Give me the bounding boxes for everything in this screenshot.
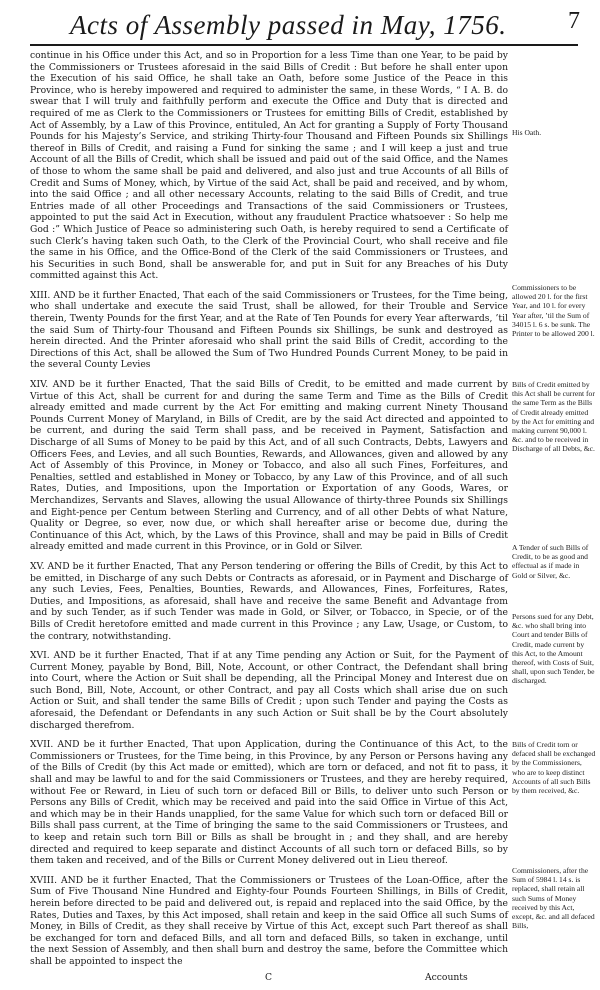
paragraph-section-xiii: XIII. AND be it further Enacted, That each of the said Commissioners or Trustees, for the Time being, who shall undertake and execute the said Trust, shall be allowed, for their Trouble and Service therein, Twenty Pounds for the first Year, and at the Rate of Ten Pounds for every Year afterwards, ’til the said Sum of Thirty-four Thousand and Fifteen Pounds six Shillings, be sunk and destroyed as herein directed. And the Printer aforesaid who shall print the said Bills of Credit, according to the Directions of this Act, shall be allowed the Sum of Two Hundred Pounds Current Money, to be paid in the several County Levies — [30, 289, 508, 371]
page-header — [0, 0, 600, 44]
paragraph-continuation: continue in his Office under this Act, and so in Proportion for a less Time than one Year, to be paid by the Commissioners or Trustees aforesaid in the said Bills of Credit : But before he shall enter upon the Execution of his said Office, he shall take an Oath, before some Justice of the Peace in this Province, who is hereby impowered and required to administer the same, in these Words, “ I A. B. do swear that I will truly and faithfully perform and execute the Office and Duty that is directed and required of me as Clerk to the Commissioners or Trustees for emitting Bills of Credit, established by Act of Assembly, by a Law of this Province, entituled, An Act for granting a Supply of Forty Thousand Pounds for his Majesty’s Service, and striking Thirty-four Thousand and Fifteen Pounds six Shillings thereof in Bills of Credit, and raising a Fund for sinking the same ; and I will keep a just and true Account of all the Bills of Credit, which shall be issued and paid out of the said Office, and the Names of those to whom the same shall be paid and delivered, and also just and true Accounts of all Bills of Credit and Sums of Money, which, by Virtue of the said Act, shall be paid and received, and by whom, into the said Office ; and all other necessary Accounts, relating to the said Bills of Credit, and true Entries made of all other Proceedings and Transactions of the said Commissioners or Trustees, appointed to put the said Act in Execution, without any fraudulent Practice whatsoever : So help me God :” Which Justice of Peace so administering such Oath, is hereby required to send a Certificate of such Clerk’s having taken such Oath, to the Clerk of the Provincial Court, who shall receive and file the same in his Office, and the Office-Bond of the Clerk of the said Commissioners or Trustees, and his Securities in such Bond, shall be answerable for, and put in Suit for any Breaches of his Duty committed against this Act. — [30, 50, 508, 282]
margin-note-commissioners-allowance: Commissioners to be allowed 20 l. for the first Year, and 10 l. for every Year after, ’til the Sum of 34015 l. 6 s. be sunk. The Printer to be allowed 200 l. — [512, 283, 595, 339]
paragraph-section-xvi: XVI. AND be it further Enacted, That if at any Time pending any Action or Suit, for the Payment of Current Money, payable by Bond, Bill, Note, Account, or other Contract, the Defendant shall bring into Court, where the Action or Suit shall be depending, all the Principal Money and Interest due on such Bond, Bill, Note, Account, or other Contract, and pay all Costs which shall arise due on such Action or Suit, and shall tender the same Bills of Credit ; upon such Tender and paying the Costs as aforesaid, the Defendant or Defendants in any such Action or Suit shall be by the Court absolutely discharged therefrom. — [30, 650, 508, 731]
margin-note-oath: His Oath. — [512, 128, 542, 137]
margin-note-torn-bills: Bills of Credit torn or defaced shall be exchanged by the Commissioners, who are to keep distinct Accounts of all such Bills by them received, &c. — [512, 740, 596, 796]
catchword: Accounts — [425, 972, 468, 983]
page-number: 7 — [568, 8, 580, 34]
paragraph-section-xiv: XIV. AND be it further Enacted, That the said Bills of Credit, to be emitted and made current by Virtue of this Act, shall be current for and during the same Term and Time as the Bills of Credit already emitted and made current by the Act For emitting and making current Ninety Thousand Pounds Current Money of Maryland, in Bills of Credit, are by the said Act directed and appointed to be current, and during the said Term shall pass, and be received in Payment, Satisfaction and Discharge of all Sums of Money to be paid by this Act, and of all such Contracts, Debts, Lawyers and Officers Fees, and Levies, and all such Bounties, Rewards, and Allowances, given and allowed by any Act of Assembly of this Province, in Money or Tobacco, and also all such Fines, Forfeitures, and Penalties, settled and established in Money or Tobacco, by any Law of this Province, and of all such Rates, Duties, and Impositions, upon the Importation or Exportation of any Goods, Wares, or Merchandizes, Servants and Slaves, allowing the usual Allowance of thirty-three Pounds six Shillings and Eight-pence per Centum between Sterling and Currency, and of all other Debts of what Nature, Quality or Degree, so ever, now due, or which shall hereafter arise or become due, during the Continuance of this Act, which, by the Laws of this Province, shall and may be paid in Bills of Credit already emitted and made current in this Province, or in Gold or Silver. — [30, 379, 508, 553]
margin-note-persons-sued: Persons sued for any Debt, &c. who shall bring into Court and tender Bills of Credit, made current by this Act, to the Amount thereof, with Costs of Suit, shall, upon such Tender, be discharged. — [512, 612, 595, 686]
paragraph-section-xv: XV. AND be it further Enacted, That any Person tendering or offering the Bills of Credit, by this Act to be emitted, in Discharge of any such Debts or Contracts as aforesaid, or in Payment and Discharge of any such Levies, Fees, Penalties, Bounties, Rewards, and Allowances, Fines, Forfeitures, Rates, Duties, and Impositions, as aforesaid, shall have and receive the same Benefit and Advantage from and by such Tender, as if such Tender was made in Gold, or Silver, or Tobacco, in Specie, or of the Bills of Credit heretofore emitted and made current in this Province ; any Law, Usage, or Custom, to the contrary, notwithstanding. — [30, 560, 508, 642]
header-rule — [30, 44, 578, 46]
margin-note-commissioners-retain: Commissioners, after the Sum of 5984 l. 14 s. is replaced, shall retain all such Sums of Money received by this Act, except, &c. and all defaced Bills, — [512, 866, 595, 931]
paragraph-section-xvii: XVII. AND be it further Enacted, That upon Application, during the Continuance of this Act, to the Commissioners or Trustees, for the Time being, in this Province, by any Person or Persons having any of the Bills of Credit (by this Act made or emitted), which are torn or defaced, and not fit to pass, it shall and may be lawful to and for the said Commissioners or Trustees, and they are hereby required, without Fee or Reward, in Lieu of such torn or defaced Bill or Bills, to deliver unto such Person or Persons any Bills of Credit, which may be received and paid into the said Office in Virtue of this Act, and which may be in their Hands unapplied, for the same Value for which such torn or defaced Bill or Bills shall pass current, at the Time of bringing the same to the said Commissioners or Trustees, and to keep and retain such torn Bill or Bills as shall be brought in ; and they shall, and are hereby directed and required to keep separate and distinct Accounts of all such torn or defaced Bills, so by them taken and received, and of the Bills or Current Money delivered out in Lieu thereof. — [30, 739, 508, 867]
main-text-column — [30, 50, 508, 968]
margin-note-bills-current: Bills of Credit emitted by this Act shall be current for the same Term as the Bills of Credit already emitted by the Act for emitting and making current 90,000 l. &c. and to be received in Discharge of all Debts, &c. — [512, 380, 595, 454]
paragraph-section-xviii: XVIII. AND be it further Enacted, That the Commissioners or Trustees of the Loan-Office, after the Sum of Five Thousand Nine Hundred and Eighty-four Pounds Fourteen Shillings, in Bills of Credit, herein before directed to be paid and delivered out, is repaid and replaced into the said Office, by the Rates, Duties and Taxes, by this Act imposed, shall retain and keep in the said Office all such Sums of Money, in Bills of Credit, as they shall receive by Virtue of this Act, except such Part thereof as shall be exchanged for torn and defaced Bills, and all torn and defaced Bills, so taken in exchange, until the next Session of Assembly, and then shall burn and destroy the same, before the Committee which shall be appointed to inspect the — [30, 874, 508, 967]
page-title: Acts of Assembly passed in May, 1756. — [70, 10, 507, 40]
signature-mark: C — [265, 972, 273, 983]
margin-note-tender: A Tender of such Bills of Credit, to be as good and effectual as if made in Gold or Silver, &c. — [512, 543, 589, 580]
